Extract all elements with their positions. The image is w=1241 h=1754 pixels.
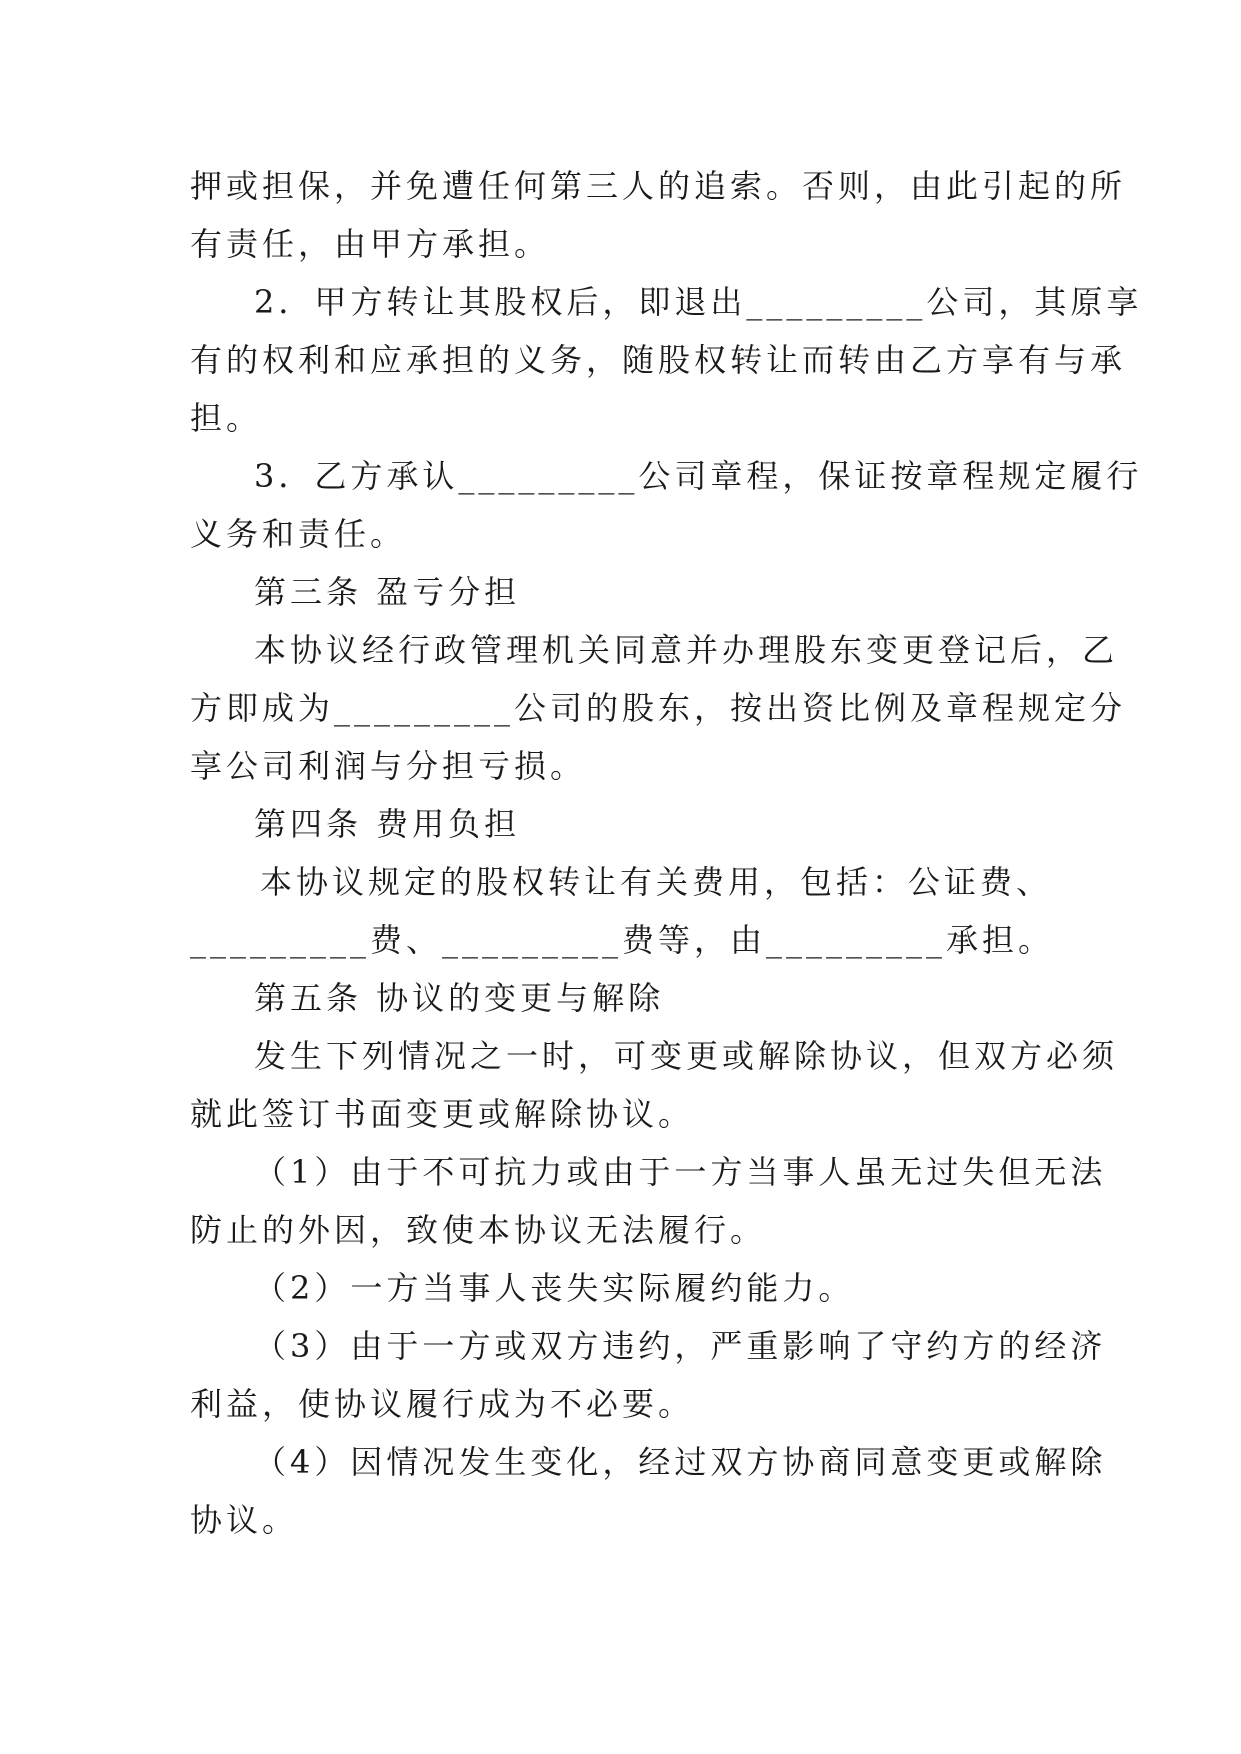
text-line: 防止的外因，致使本协议无法履行。 (190, 1211, 767, 1249)
text-line: 就此签订书面变更或解除协议。 (190, 1095, 695, 1133)
article-4-heading: 第四条 费用负担 (254, 805, 521, 843)
item-3-line: （3）由于一方或双方违约，严重影响了守约方的经济 (254, 1327, 1107, 1365)
clause-2-line: 2．甲方转让其股权后，即退出_________公司，其原享 (254, 283, 1143, 321)
text-line: 本协议规定的股权转让有关费用，包括：公证费、 (260, 863, 1053, 901)
text-line: 押或担保，并免遭任何第三人的追索。否则，由此引起的所 (190, 167, 1127, 205)
text-line: 利益，使协议履行成为不必要。 (190, 1385, 695, 1423)
text-line: 有的权利和应承担的义务，随股权转让而转由乙方享有与承 (190, 341, 1127, 379)
article-5-heading: 第五条 协议的变更与解除 (254, 979, 665, 1017)
text-line: 享公司利润与分担亏损。 (190, 747, 587, 785)
text-line: 义务和责任。 (190, 515, 407, 553)
item-1-line: （1）由于不可抗力或由于一方当事人虽无过失但无法 (254, 1153, 1107, 1191)
text-line: 有责任，由甲方承担。 (190, 225, 551, 263)
clause-3-line: 3．乙方承认_________公司章程，保证按章程规定履行 (254, 457, 1143, 495)
article-3-heading: 第三条 盈亏分担 (254, 573, 521, 611)
text-line: 方即成为_________公司的股东，按出资比例及章程规定分 (190, 689, 1127, 727)
item-2-line: （2）一方当事人丧失实际履约能力。 (254, 1269, 855, 1307)
text-line: 协议。 (190, 1501, 299, 1539)
text-line: 本协议经行政管理机关同意并办理股东变更登记后，乙 (254, 631, 1119, 669)
item-4-line: （4）因情况发生变化，经过双方协商同意变更或解除 (254, 1443, 1107, 1481)
text-line: 发生下列情况之一时，可变更或解除协议，但双方必须 (254, 1037, 1119, 1075)
text-line: 担。 (190, 399, 263, 437)
text-line: _________费、_________费等，由_________承担。 (190, 921, 1055, 959)
